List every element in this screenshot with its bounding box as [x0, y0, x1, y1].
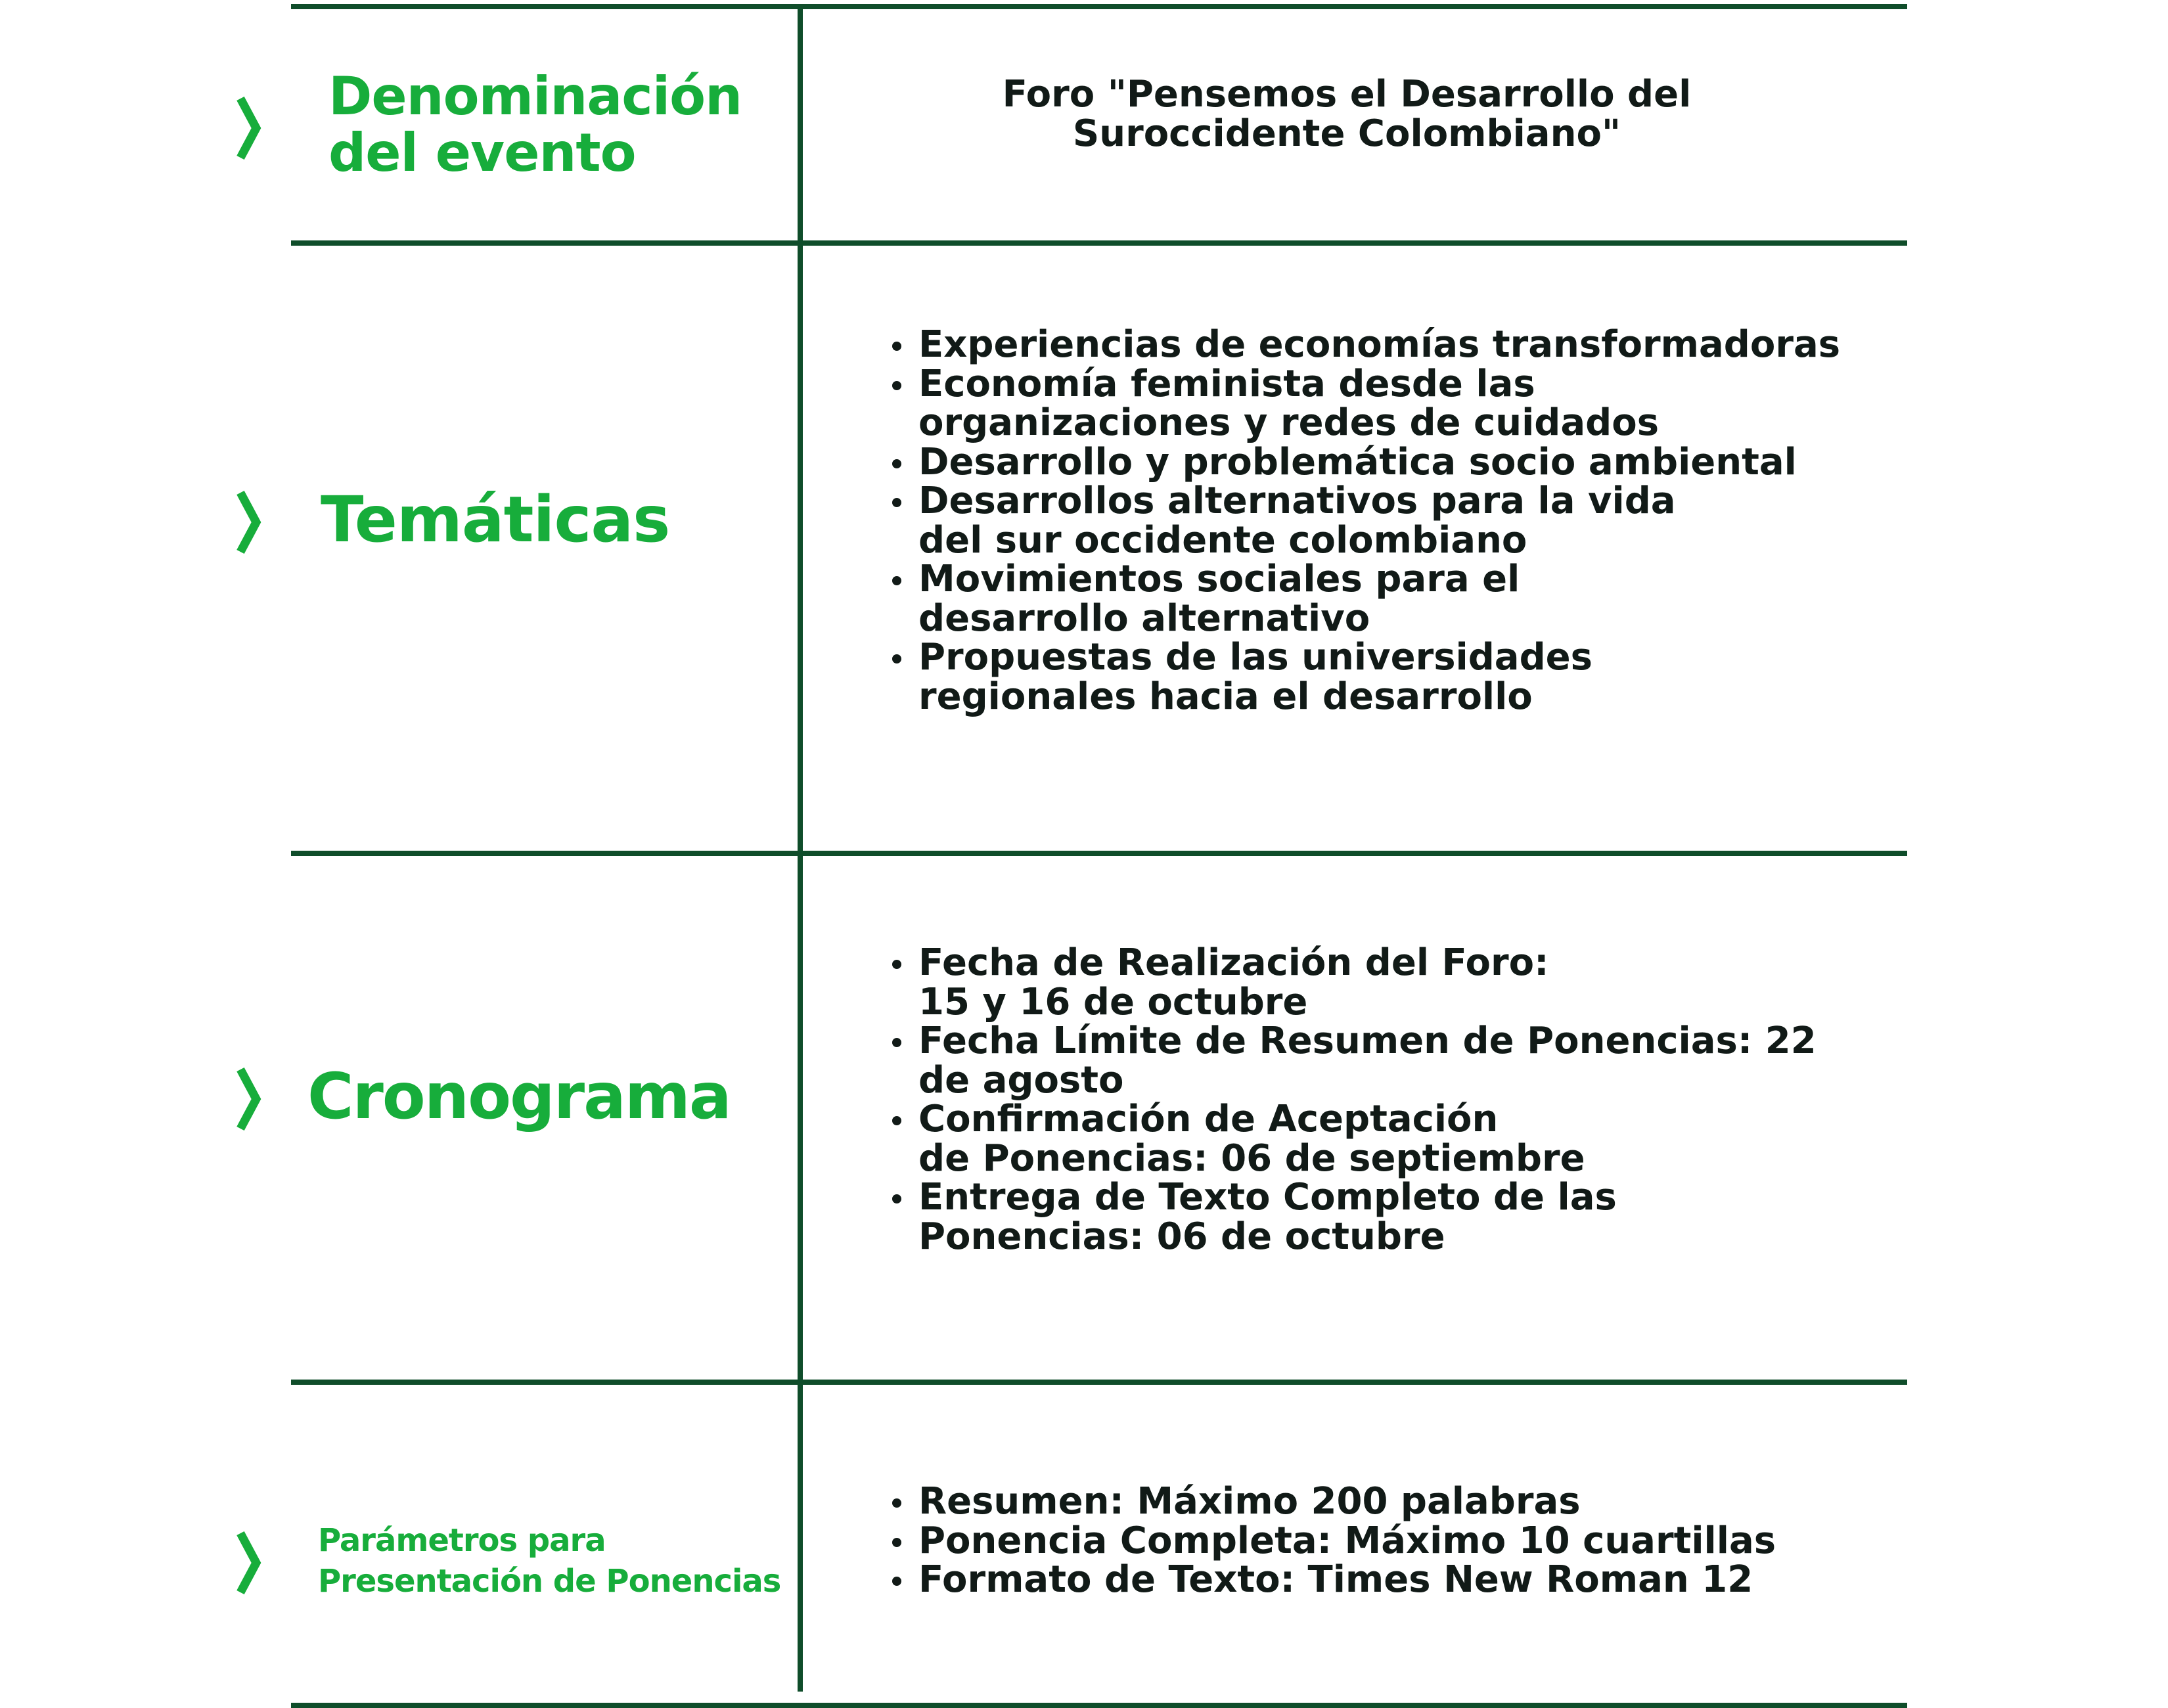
list-item-line: organizaciones y redes de cuidados [918, 401, 1660, 444]
list-item [888, 482, 1840, 560]
chevron-right-icon [234, 1063, 263, 1135]
parametros-list [888, 1482, 1776, 1600]
list-item-line: Ponencias: 06 de octubre [918, 1215, 1445, 1258]
list-item [888, 1482, 1776, 1521]
table-top-border [291, 4, 1907, 9]
list-item [888, 943, 1817, 1022]
chevron-right-icon [234, 486, 263, 558]
list-item [888, 1521, 1776, 1561]
list-item-line: Economía feminista desde las [918, 362, 1535, 405]
list-item-line: de agosto [918, 1058, 1124, 1102]
list-item-line: Confirmación de Aceptación [918, 1098, 1499, 1140]
tematicas-list [888, 325, 1840, 716]
event-name-line: Foro "Pensemos el Desarrollo del [1002, 73, 1692, 116]
list-item-line: Formato de Texto: Times New Roman 12 [918, 1558, 1753, 1601]
list-item-line: desarrollo alternativo [918, 596, 1370, 640]
list-item-line: Propuestas de las universidades [918, 636, 1592, 679]
chevron-right-icon [234, 92, 263, 164]
row-label-parametros [318, 1520, 780, 1602]
list-item-line: 15 y 16 de octubre [918, 980, 1308, 1023]
list-item-line: regionales hacia el desarrollo [918, 675, 1533, 718]
list-item-line: Resumen: Máximo 200 palabras [918, 1480, 1581, 1523]
list-item-line: Fecha Límite de Resumen de Ponencias: 22 [918, 1020, 1817, 1062]
label-line: del evento [328, 122, 636, 183]
label-line: Parámetros para [318, 1522, 606, 1559]
cronograma-list [888, 943, 1817, 1256]
label-line: Presentación de Ponencias [318, 1563, 781, 1600]
list-item [888, 1100, 1817, 1178]
list-item-line: del sur occidente colombiano [918, 518, 1527, 562]
list-item [888, 1560, 1776, 1600]
list-item [888, 560, 1840, 638]
table-bottom-border [291, 1703, 1907, 1708]
row-divider [291, 851, 1907, 856]
list-item-line: Desarrollos alternativos para la vida [918, 480, 1676, 522]
list-item-line: Experiencias de economías transformadoras [918, 323, 1841, 366]
event-name [867, 75, 1826, 154]
column-divider [798, 5, 803, 1692]
list-item [888, 362, 1840, 444]
row-label-denominacion [328, 68, 742, 181]
list-item-line: Desarrollo y problemática socio ambiental [918, 440, 1797, 483]
list-item-line: Fecha de Realización del Foro: [918, 941, 1549, 984]
row-divider [291, 240, 1907, 246]
event-name-line: Suroccidente Colombiano" [1072, 112, 1621, 155]
list-item-line: Entrega de Texto Completo de las [918, 1176, 1617, 1219]
label-line: Denominación [328, 66, 742, 127]
list-item [888, 325, 1840, 365]
chevron-right-icon [234, 1527, 263, 1599]
list-item [888, 440, 1840, 483]
list-item [888, 1178, 1817, 1256]
list-item [888, 1022, 1817, 1100]
row-label-cronograma: Cronograma [307, 1060, 731, 1133]
row-label-tematicas: Temáticas [321, 483, 670, 556]
list-item [888, 638, 1840, 716]
row-divider [291, 1380, 1907, 1385]
list-item-line: de Ponencias: 06 de septiembre [918, 1136, 1585, 1180]
list-item-line: Movimientos sociales para el [918, 558, 1520, 600]
list-item-line: Ponencia Completa: Máximo 10 cuartillas [918, 1519, 1776, 1562]
